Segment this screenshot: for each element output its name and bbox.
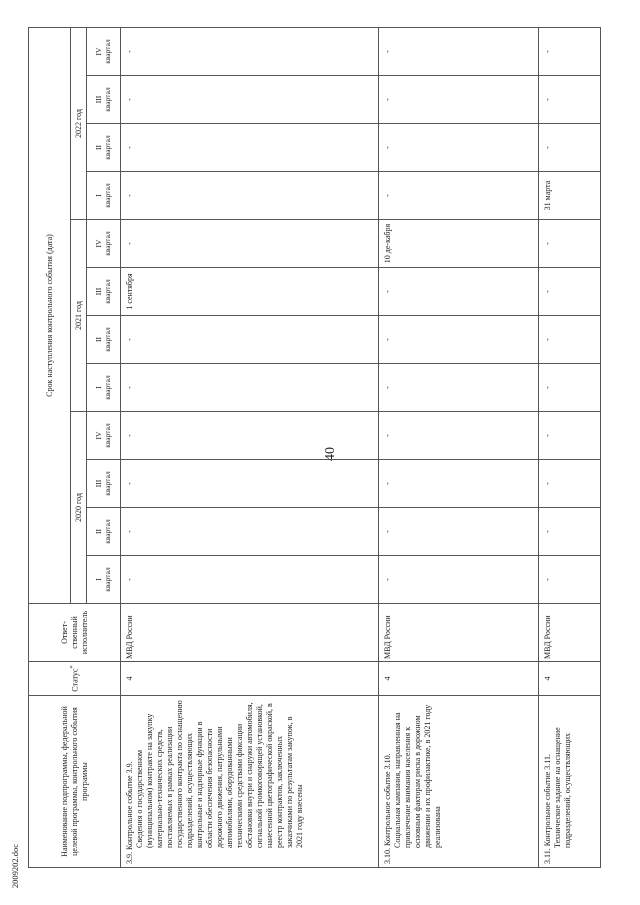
deadline-cell: - <box>121 220 379 268</box>
quarter-word: квартал <box>102 279 112 304</box>
quarter-word: квартал <box>102 39 112 64</box>
header-quarter <box>87 172 121 220</box>
event-title: Контрольное событие 3.9. <box>125 761 134 850</box>
event-heading <box>543 699 553 864</box>
quarter-roman: IV <box>93 431 103 440</box>
quarter-roman: I <box>93 194 103 197</box>
event-number: 3.10. <box>383 848 392 864</box>
deadline-cell: - <box>121 316 379 364</box>
quarter-word: квартал <box>102 231 112 256</box>
deadline-cell: - <box>539 412 601 460</box>
deadline-cell: - <box>379 76 539 124</box>
quarter-word: квартал <box>102 423 112 448</box>
deadline-cell: - <box>539 268 601 316</box>
executor-cell: МВД России <box>379 604 539 662</box>
event-description: Социальная кампания, направленная на привлечение внимания населения к основным факторам риска в дорожном движении и их профилактике, в 2021 году реализована <box>393 704 442 848</box>
header-quarter <box>87 316 121 364</box>
header-quarter <box>87 268 121 316</box>
header-quarter <box>87 364 121 412</box>
deadline-cell: - <box>539 316 601 364</box>
header-quarter <box>87 412 121 460</box>
header-executor: Ответ-ственный исполнитель <box>29 604 121 662</box>
deadline-cell: - <box>379 124 539 172</box>
header-quarter <box>87 124 121 172</box>
deadline-cell: - <box>539 364 601 412</box>
header-year-2020: 2020 год <box>71 412 87 604</box>
deadline-cell: - <box>379 27 539 75</box>
event-description: Сведения о государственном (муниципальном) контракте на закупку материально-технических средств, поставляемых в рамках реализации государственного контракта по оснащению подразделений, осуществляющих контрольные и надзорные функции в области обеспечения безопасности дорожного движения, патрульными автомобилями, оборудованными техническими средствами фиксации обстановки внутри и снаружи автомобиля, сигнальной громкоговорящей установкой, нанесенной цветографической окраской, в реестр контрактов, заключенных заказчиками по результатам закупок, в 2021 году внесены <box>135 700 304 848</box>
quarter-roman: I <box>93 386 103 389</box>
header-quarter <box>87 508 121 556</box>
status-cell: 4 <box>121 662 379 696</box>
control-events-table <box>28 27 601 868</box>
quarter-roman: II <box>93 529 103 534</box>
header-name: Наименование подпрограммы, федеральной целевой программы, контрольного события программы <box>29 696 121 868</box>
table-row <box>121 27 379 867</box>
quarter-roman: II <box>93 337 103 342</box>
event-name-cell <box>121 696 379 868</box>
event-number: 3.11. <box>543 848 552 864</box>
header-year-2021: 2021 год <box>71 220 87 412</box>
deadline-cell: - <box>121 364 379 412</box>
header-status: Статус* <box>29 662 121 696</box>
deadline-cell: - <box>539 76 601 124</box>
deadline-cell: - <box>379 364 539 412</box>
deadline-cell: - <box>539 508 601 556</box>
page-number: 40 <box>323 447 338 461</box>
quarter-roman: III <box>93 95 103 104</box>
deadline-cell: - <box>121 172 379 220</box>
deadline-cell: - <box>539 124 601 172</box>
event-heading <box>125 699 135 864</box>
deadline-cell: - <box>121 27 379 75</box>
deadline-cell: - <box>379 316 539 364</box>
deadline-cell: - <box>539 220 601 268</box>
deadline-cell: - <box>121 412 379 460</box>
table-row <box>539 27 601 867</box>
deadline-cell: - <box>379 556 539 604</box>
deadline-cell: - <box>539 460 601 508</box>
event-heading <box>383 699 393 864</box>
quarter-roman: IV <box>93 239 103 248</box>
quarter-word: квартал <box>102 471 112 496</box>
file-code: 2009202.doc <box>10 843 20 889</box>
deadline-cell: - <box>379 508 539 556</box>
quarter-word: квартал <box>102 87 112 112</box>
header-quarter <box>87 27 121 75</box>
quarter-roman: I <box>93 578 103 581</box>
deadline-cell: 1 сентября <box>121 268 379 316</box>
rotated-page <box>28 28 572 868</box>
quarter-word: квартал <box>102 327 112 352</box>
deadline-cell: - <box>121 124 379 172</box>
quarter-word: квартал <box>102 135 112 160</box>
deadline-cell: - <box>121 556 379 604</box>
quarter-roman: II <box>93 145 103 150</box>
event-title: Контрольное событие 3.11. <box>543 753 552 847</box>
quarter-word: квартал <box>102 375 112 400</box>
quarter-word: квартал <box>102 567 112 592</box>
header-quarter <box>87 220 121 268</box>
header-quarter <box>87 460 121 508</box>
deadline-cell: 31 марта <box>539 172 601 220</box>
deadline-cell: - <box>121 460 379 508</box>
deadline-cell: 10 де-кабря <box>379 220 539 268</box>
event-title: Контрольное событие 3.10. <box>383 753 392 846</box>
deadline-cell: - <box>121 76 379 124</box>
deadline-cell: - <box>539 556 601 604</box>
quarter-roman: IV <box>93 47 103 56</box>
quarter-word: квартал <box>102 183 112 208</box>
header-quarter <box>87 76 121 124</box>
header-deadline: Срок наступления контрольного события (дата) <box>29 27 71 603</box>
quarter-word: квартал <box>102 519 112 544</box>
status-cell: 4 <box>379 662 539 696</box>
header-year-2022: 2022 год <box>71 27 87 219</box>
deadline-cell: - <box>121 508 379 556</box>
quarter-roman: III <box>93 287 103 296</box>
header-quarter <box>87 556 121 604</box>
executor-cell: МВД России <box>539 604 601 662</box>
deadline-cell: - <box>379 412 539 460</box>
event-number: 3.9. <box>125 852 134 864</box>
quarter-roman: III <box>93 479 103 488</box>
table-row <box>379 27 539 867</box>
status-cell: 4 <box>539 662 601 696</box>
deadline-cell: - <box>539 27 601 75</box>
event-name-cell <box>539 696 601 868</box>
event-name-cell <box>379 696 539 868</box>
executor-cell: МВД России <box>121 604 379 662</box>
deadline-cell: - <box>379 268 539 316</box>
deadline-cell: - <box>379 460 539 508</box>
event-description: Техническое задание на оснащение подразделений, осуществляющих <box>553 727 572 848</box>
deadline-cell: - <box>379 172 539 220</box>
